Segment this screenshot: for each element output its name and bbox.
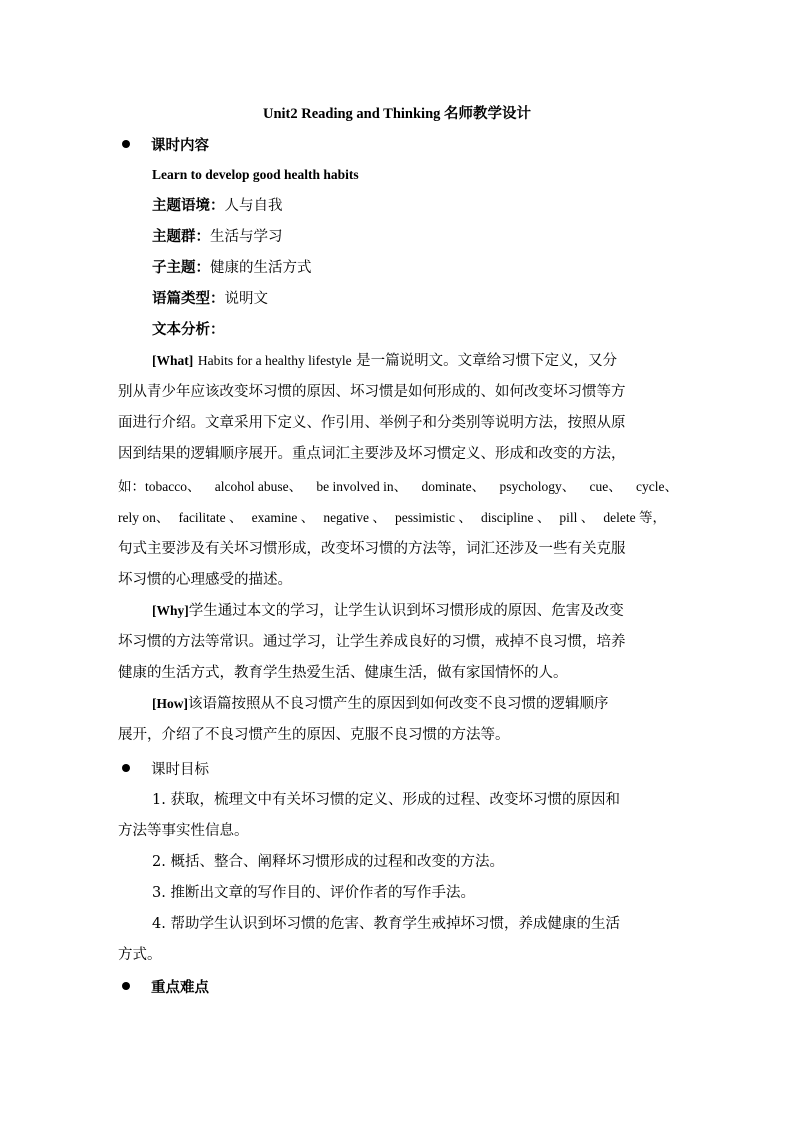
why-line-3: 健康的生活方式，教育学生热爱生活、健康生活，做有家国情怀的人。 [118,665,568,681]
vocab-word: psychology、 [499,479,576,494]
vocab-word: rely on、 [118,510,170,525]
lesson-topic: Learn to develop good health habits [152,167,359,182]
theme-context [152,196,678,216]
subtopic-label: 子主题： [152,259,210,276]
vocab-word: discipline 、 [480,510,551,525]
why-line-1 [152,601,678,621]
what-title: Habits for a healthy lifestyle [197,353,352,368]
how-line-2: 展开，介绍了不良习惯产生的原因、克服不良习惯的方法等。 [118,727,510,743]
what-line-2: 别从青少年应该改变坏习惯的原因、坏习惯是如何形成的、如何改变坏习惯等方 [118,384,626,400]
theme-group-value: 生活与学习 [210,229,283,245]
text-genre-value: 说明文 [224,291,268,307]
text-genre-label: 语篇类型： [152,290,225,307]
theme-group [152,227,678,247]
goal-3: 3. 推断出文章的写作目的、评价作者的写作手法。 [152,885,475,901]
theme-group-label: 主题群： [152,228,210,245]
how-tag: [How] [152,696,188,711]
bullet-icon [122,764,130,772]
vocab-word: dominate、 [421,479,486,494]
text-genre [152,289,678,309]
goal-1-line-2: 方法等事实性信息。 [118,823,249,839]
vocab-word: negative 、 [323,510,386,525]
subtopic-value: 健康的生活方式 [210,260,312,276]
subtopic [152,258,678,278]
what-line-1 [152,351,678,371]
why-line-2: 坏习惯的方法等常识。通过学习，让学生养成良好的习惯，戒掉不良习惯，培养 [118,634,626,650]
section-heading-text: 重点难点 [151,979,209,996]
bullet-icon [122,982,130,990]
what-text-1: 是一篇说明文。文章给习惯下定义，又分 [356,353,618,369]
what-vocab-line-1 [118,477,678,497]
goal-1-line-1: 1. 获取，梳理文中有关坏习惯的定义、形成的过程、改变坏习惯的原因和 [152,792,620,808]
what-line-3: 面进行介绍。文章采用下定义、作引用、举例子和分类别等说明方法，按照从原 [118,415,626,431]
why-text-1: 学生通过本文的学习，让学生认识到坏习惯形成的原因、危害及改变 [188,603,624,619]
page-title: Unit2 Reading and Thinking 名师教学设计 [262,106,532,122]
bullet-icon [122,140,130,148]
what-tag: [What] [152,353,194,368]
text-analysis-label: 文本分析： [152,321,225,338]
vocab-word: examine 、 [251,510,315,525]
vocab-word: alcohol abuse、 [214,479,303,494]
goal-2: 2. 概括、整合、阐释坏习惯形成的过程和改变的方法。 [152,854,504,870]
vocab-word: delete 等， [603,510,666,525]
why-tag: [Why] [152,603,189,618]
theme-context-label: 主题语境： [152,197,225,214]
vocab-word: facilitate 、 [178,510,243,525]
vocab-word: pill 、 [559,510,595,525]
goal-4-line-2: 方式。 [118,947,162,963]
what-line-7: 句式主要涉及有关坏习惯形成，改变坏习惯的方法等，词汇还涉及一些有关克服 [118,541,626,557]
vocab-word: 如：tobacco、 [118,479,201,494]
section-heading-text: 课时内容 [151,137,209,154]
how-text-1: 该语篇按照从不良习惯产生的原因到如何改变不良习惯的逻辑顺序 [188,696,609,712]
vocab-word: be involved in、 [316,479,408,494]
theme-context-value: 人与自我 [224,198,283,214]
goal-4-line-1: 4. 帮助学生认识到坏习惯的危害、教育学生戒掉坏习惯，养成健康的生活 [152,916,620,932]
what-line-8: 坏习惯的心理感受的描述。 [118,572,292,588]
vocab-word: cycle、 [636,479,678,494]
how-line-1 [152,694,678,714]
vocab-word: cue、 [589,479,622,494]
what-line-4: 因到结果的逻辑顺序展开。重点词汇主要涉及坏习惯定义、形成和改变的方法， [118,446,626,462]
what-vocab-line-2 [118,508,666,528]
section-heading-text: 课时目标 [151,762,209,778]
vocab-word: pessimistic 、 [395,510,472,525]
